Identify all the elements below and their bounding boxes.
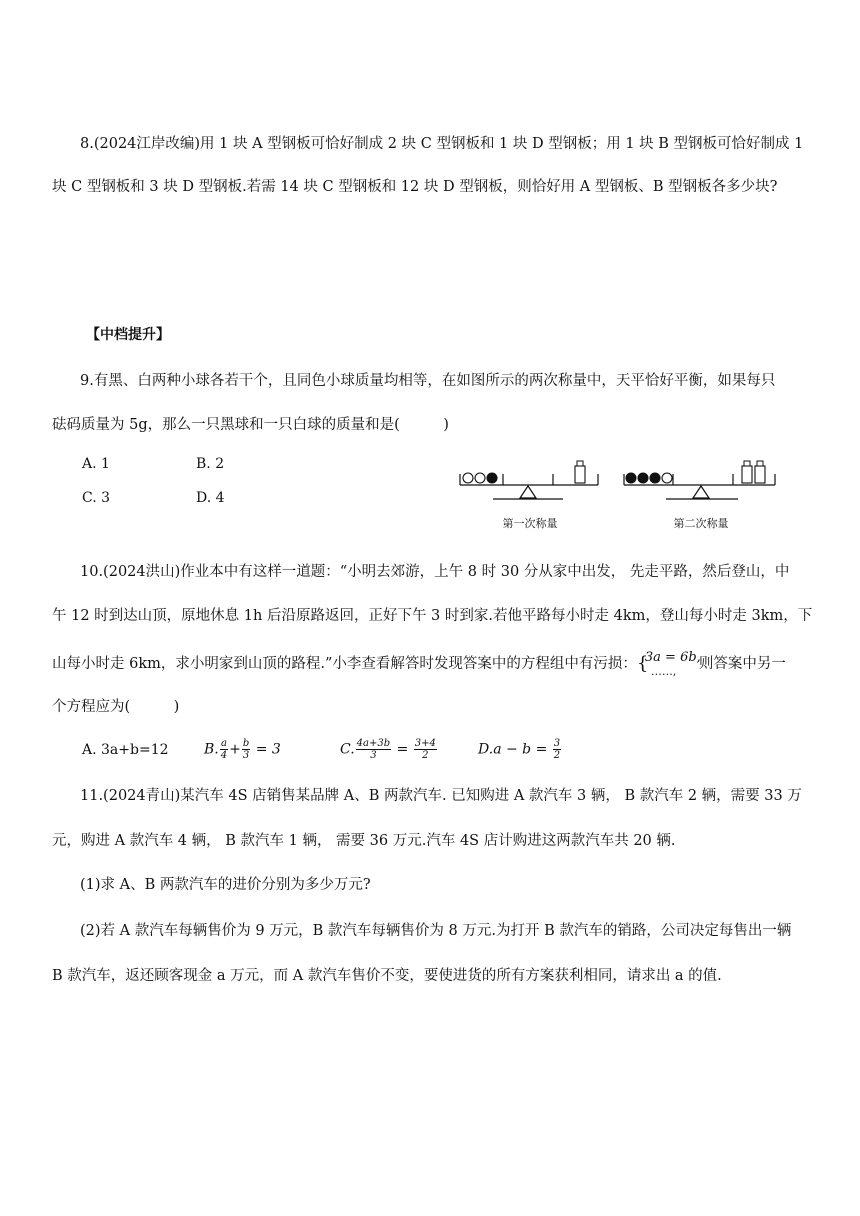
black-ball xyxy=(650,473,660,483)
fulcrum xyxy=(520,486,536,498)
weight-block xyxy=(575,466,585,483)
fulcrum xyxy=(693,486,709,498)
q10-line-3 xyxy=(52,650,786,678)
q11-sub-1: (1)求 A、B 两款汽车的进价分别为多少万元? xyxy=(80,877,371,893)
q9-line-2: 砝码质量为 5g，那么一只黑球和一只白球的质量和是( ) xyxy=(52,417,449,433)
first-weighing-scale xyxy=(460,461,598,530)
fraction: $\frac{4a+3b}{3}$ xyxy=(356,738,391,761)
q9-line-1: 9.有黑、白两种小球各若干个，且同色小球质量均相等，在如图所示的两次称量中，天平恰好平衡，如果每只 xyxy=(80,373,776,389)
caption-second-weighing: 第二次称量 xyxy=(673,517,729,530)
second-weighing-scale xyxy=(624,461,775,530)
q10-option-b: B. $\frac{a}{4}$ + $\frac{b}{3}$ = 3 xyxy=(204,738,281,761)
q10-line-2: 午 12 时到达山顶，原地休息 1h 后沿原路返回，正好下午 3 时到家.若他平路每小时走 4km，登山每小时走 3km，下 xyxy=(52,608,813,624)
equation-system: { 3a = 6b, ……, xyxy=(637,650,699,678)
q11-line-1: 11.(2024青山)某汽车 4S 店销售某品牌 A、B 两款汽车. 已知购进 A 款汽车 3 辆， B 款汽车 2 辆，需要 33 万 xyxy=(80,788,802,804)
q10-line-3-text: 山每小时走 6km，求小明家到山顶的路程.”小李查看解答时发现答案中的方程组中有污损： xyxy=(52,656,637,672)
fraction: $\frac{b}{3}$ xyxy=(242,738,250,761)
q10-option-c: C. $\frac{4a+3b}{3}$ = $\frac{3+4}{2}$ xyxy=(340,738,436,761)
equation-system-line-1: 3a = 6b, xyxy=(644,650,701,665)
fraction: $\frac{3+4}{2}$ xyxy=(414,738,436,761)
q8-line-1: 8.(2024江岸改编)用 1 块 A 型钢板可恰好制成 2 块 C 型钢板和 1 块 D 型钢板；用 1 块 B 型钢板可恰好制成 1 xyxy=(80,136,804,152)
section-heading: 【中档提升】 xyxy=(86,327,170,343)
fraction: $\frac{a}{4}$ xyxy=(220,738,228,761)
black-ball xyxy=(638,473,648,483)
white-ball xyxy=(662,473,672,483)
white-ball xyxy=(475,473,485,483)
q9-option-a: A. 1 xyxy=(82,456,110,472)
white-ball xyxy=(463,473,473,483)
balance-scale-figure xyxy=(448,452,778,542)
q10-option-d: D.a − b = $\frac{3}{2}$ xyxy=(478,738,561,761)
q10-option-a: A. 3a+b=12 xyxy=(82,742,169,758)
q10-line-4: 个方程应为( ) xyxy=(52,699,180,715)
weight-block xyxy=(742,466,752,483)
q10-line-3-tail: 则答案中另一 xyxy=(698,656,786,672)
q10-line-1: 10.(2024洪山)作业本中有这样一道题：“小明去郊游，上午 8 时 30 分从家中出发， 先走平路，然后登山，中 xyxy=(80,564,790,580)
caption-first-weighing: 第一次称量 xyxy=(502,517,558,530)
q8-line-2: 块 C 型钢板和 3 块 D 型钢板.若需 14 块 C 型钢板和 12 块 D 型钢板，则恰好用 A 型钢板、B 型钢板各多少块? xyxy=(52,179,778,195)
q11-sub-2-line-1: (2)若 A 款汽车每辆售价为 9 万元，B 款汽车每辆售价为 8 万元.为打开 B 款汽车的销路，公司决定每售出一辆 xyxy=(80,923,792,939)
q9-option-d: D. 4 xyxy=(196,490,225,506)
q9-option-c: C. 3 xyxy=(82,490,111,506)
black-ball xyxy=(626,473,636,483)
q11-line-2: 元，购进 A 款汽车 4 辆， B 款汽车 1 辆， 需要 36 万元.汽车 4S 店计购进这两款汽车共 20 辆. xyxy=(52,833,676,849)
q9-option-b: B. 2 xyxy=(196,456,225,472)
q11-sub-2-line-2: B 款汽车，返还顾客现金 a 万元，而 A 款汽车售价不变，要使进货的所有方案获利相同，请求出 a 的值. xyxy=(52,968,722,984)
black-ball xyxy=(487,473,497,483)
fraction: $\frac{3}{2}$ xyxy=(553,738,561,761)
weight-block xyxy=(755,466,765,483)
equation-system-line-2: ……, xyxy=(650,665,677,678)
